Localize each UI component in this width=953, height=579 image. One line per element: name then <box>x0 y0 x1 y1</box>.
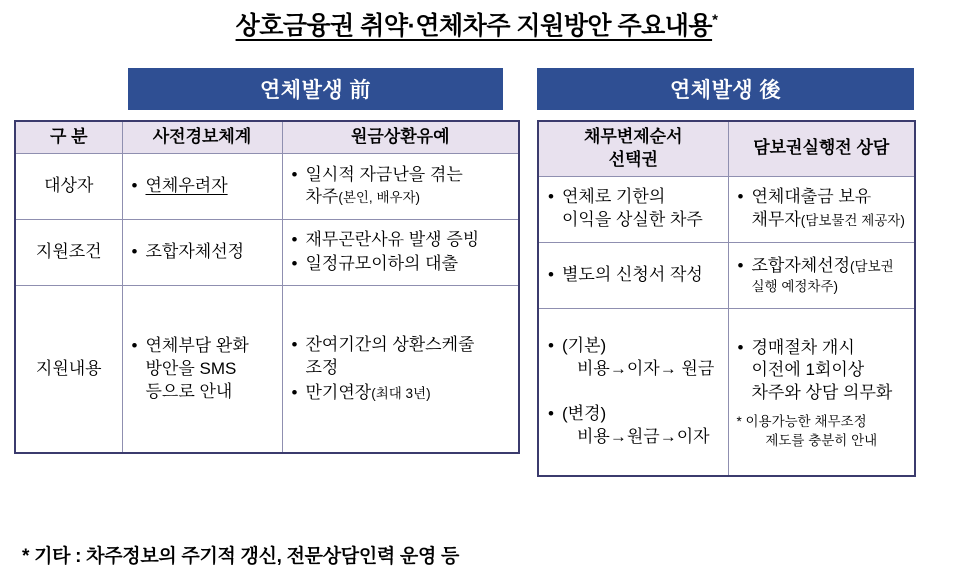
list-item: • 일정규모이하의 대출 <box>291 253 511 276</box>
right-cell-support-choice-changed-value: 비용→원금→이자 <box>577 427 710 447</box>
left-cell-support-deferral <box>282 285 519 453</box>
page-title-text: 상호금융권 취약·연체차주 지원방안 주요내용 <box>235 12 713 40</box>
list-item: • 조합자체선정 <box>131 241 274 264</box>
section-header-after-label: 연체발생 後 <box>670 79 781 102</box>
list-item: • 연체우려자 <box>131 175 274 198</box>
left-header-category: 구 분 <box>15 121 122 153</box>
right-cell-target-consult-line2: 채무자(담보물건 제공자) <box>751 210 905 230</box>
left-cell-support-deferral-line2: 조정 <box>305 357 339 377</box>
right-cell-target-consult <box>728 176 915 242</box>
left-cell-support-line3: 등으로 안내 <box>145 381 233 401</box>
left-header-early-warning: 사전경보체계 <box>122 121 282 153</box>
left-cell-target-deferral <box>282 153 519 219</box>
left-row-label-support: 지원내용 <box>15 285 122 453</box>
right-header-repayment-order-choice: 채무변제순서 선택권 <box>538 121 728 176</box>
left-cell-support-early-warning <box>122 285 282 453</box>
left-cell-target-early-warning <box>122 153 282 219</box>
right-cell-conditions-consult <box>728 242 915 308</box>
list-item: • (기본) 비용→이자→ 원금 <box>547 335 720 381</box>
left-row-label-conditions: 지원조건 <box>15 219 122 285</box>
right-cell-support-consult-note-line2: 제도를 충분히 안내 <box>765 432 878 448</box>
right-cell-support-consult-note: * 이용가능한 채무조정 제도를 충분히 안내 <box>737 413 907 449</box>
table-before-delinquency <box>14 120 520 454</box>
section-header-before-label: 연체발생 前 <box>260 79 371 102</box>
list-item: • 재무곤란사유 발생 증빙 <box>291 229 511 252</box>
left-cell-conditions-deferral <box>282 219 519 285</box>
left-cell-target-deferral-line2: 차주(본인, 배우자) <box>305 187 421 207</box>
section-header-after <box>537 68 914 110</box>
left-header-principal-deferral: 원금상환유예 <box>282 121 519 153</box>
section-header-before <box>128 68 503 110</box>
table-row <box>538 308 915 476</box>
list-item: • 경매절차 개시 이전에 1회이상 차주와 상담 의무화 <box>737 337 907 406</box>
footnote: * 기타 : 차주정보의 주기적 갱신, 전문상담인력 운영 등 <box>22 546 460 567</box>
page-title <box>0 6 953 42</box>
right-cell-support-consult <box>728 308 915 476</box>
list-item: • 연체로 기한의 이익을 상실한 차주 <box>547 186 720 232</box>
list-item: • 별도의 신청서 작성 <box>547 264 720 287</box>
table-row <box>15 285 519 453</box>
right-cell-support-choice-basic-value: 비용→이자→ 원금 <box>577 359 715 379</box>
list-item: • 연체부담 완화 방안을 SMS 등으로 안내 <box>131 335 274 404</box>
list-item: • 조합자체선정(담보권 실행 예정차주) <box>737 255 907 296</box>
right-cell-support-consult-line2: 이전에 1회이상 <box>751 360 865 380</box>
left-cell-conditions-early-warning <box>122 219 282 285</box>
right-cell-conditions-consult-line2: 실행 예정차주) <box>751 278 838 294</box>
right-cell-support-choice <box>538 308 728 476</box>
table-row <box>538 176 915 242</box>
right-cell-target-choice <box>538 176 728 242</box>
list-item: • 일시적 자금난을 겪는 차주(본인, 배우자) <box>291 164 511 210</box>
table-row <box>538 242 915 308</box>
table-row-header <box>538 121 915 176</box>
table-row-header <box>15 121 519 153</box>
table-row <box>15 153 519 219</box>
table-after-delinquency <box>537 120 916 477</box>
page-title-asterisk: * <box>712 11 718 29</box>
left-cell-support-line2: 방안을 SMS <box>145 358 237 378</box>
list-item: • 만기연장(최대 3년) <box>291 382 511 405</box>
list-item: • 잔여기간의 상환스케줄 조정 <box>291 334 511 380</box>
list-item: • (변경) 비용→원금→이자 <box>547 403 720 449</box>
right-header-pre-collateral-consult: 담보권실행전 상담 <box>728 121 915 176</box>
right-cell-target-choice-line2: 이익을 상실한 차주 <box>562 210 703 230</box>
list-item: • 연체대출금 보유 채무자(담보물건 제공자) <box>737 186 907 232</box>
left-row-label-target: 대상자 <box>15 153 122 219</box>
right-cell-conditions-choice <box>538 242 728 308</box>
right-cell-support-consult-line3: 차주와 상담 의무화 <box>751 383 893 403</box>
table-row <box>15 219 519 285</box>
